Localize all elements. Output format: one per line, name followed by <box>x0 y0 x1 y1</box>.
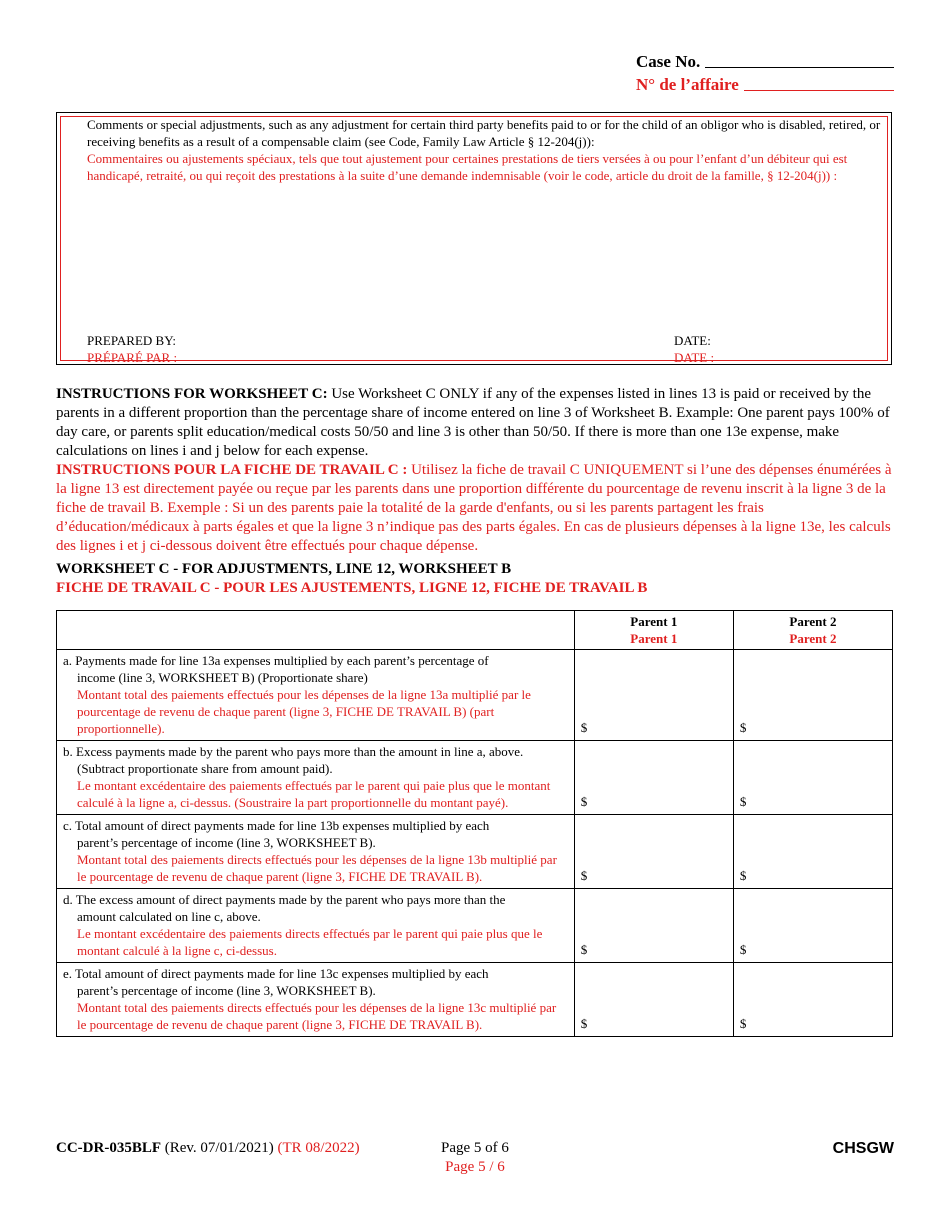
case-number-row-fr <box>636 73 894 96</box>
date-field <box>674 332 714 366</box>
table-row <box>57 741 893 815</box>
parent-1-label-fr: Parent 1 <box>630 631 678 646</box>
row-text-fr: Montant total des paiements directs effectués pour les dépenses de la ligne 13b multiplié par le pourcentage de revenu de chaque parent (ligne 3, FICHE DE TRAVAIL B). <box>77 852 557 884</box>
dollar-sign: $ <box>739 942 747 957</box>
header-blank <box>57 611 575 650</box>
row-d-description <box>57 889 575 963</box>
instructions-body-fr: Utilisez la fiche de travail C UNIQUEMENT si l’une des dépenses énumérées à la ligne 13 est directement payée ou reçue par les parents dans une proportion différente du pourcentage de revenu inscrit à la ligne 3 de la fiche de travail B. Exemple : Si un des parents paie la totalité de la garde d'enfants, ou si les parents partagent les frais d’éducation/médicaux à parts égales et que la ligne 3 n’indique pas des parts égales. En cas de plusieurs dépenses à la ligne 13e, les calculs des lignes i et j ci-dessous doivent être effectués pour chaque dépense. <box>56 462 892 554</box>
parent-2-label-fr: Parent 2 <box>789 631 837 646</box>
form-number: CC-DR-035BLF <box>56 1140 161 1156</box>
prepared-by <box>87 332 177 366</box>
comments-text-fr: Commentaires ou ajustements spéciaux, tels que tout ajustement pour certaines prestations de tiers versées à ou pour l’enfant d’un débiteur qui est handicapé, retraité, ou qui reçoit des prestations à la suite d’une demande indemnisable (voir le code, article du droit de la famille, § 12-204(j)) : <box>87 151 848 183</box>
table-row <box>57 963 893 1037</box>
worksheet-title <box>56 560 896 598</box>
row-e-parent-1-amount[interactable] <box>574 963 733 1037</box>
page-number <box>441 1139 509 1177</box>
dollar-sign: $ <box>739 868 747 883</box>
case-number-label-fr: N° de l’affaire <box>636 75 739 94</box>
row-c-description <box>57 815 575 889</box>
row-text-en-cont: parent’s percentage of income (line 3, WORKSHEET B). <box>77 835 376 850</box>
form-translation-date: (TR 08/2022) <box>273 1140 360 1156</box>
row-text-fr: Montant total des paiements directs effectués pour les dépenses de la ligne 13c multiplié par le pourcentage de revenu de chaque parent (ligne 3, FICHE DE TRAVAIL B). <box>77 1000 557 1032</box>
row-e-parent-2-amount[interactable] <box>733 963 892 1037</box>
form-id <box>56 1139 360 1158</box>
parent-1-label: Parent 1 <box>630 614 678 629</box>
instructions-body-en: Use Worksheet C ONLY if any of the expenses listed in lines 13 is paid or received by the parents in a different proportion than the percentage share of income entered on line 3 of Worksheet B. Example: One parent pays 100% of day care, or parents split education/medical costs 50/50 and line 3 is other than 50/50. If there is more than one 13e expense, make calculations on lines i and j below for each expense. <box>56 386 890 459</box>
row-b-parent-2-amount[interactable] <box>733 741 892 815</box>
row-d-parent-1-amount[interactable] <box>574 889 733 963</box>
row-text-en-cont: (Subtract proportionate share from amount paid). <box>77 761 333 776</box>
dollar-sign: $ <box>739 720 747 735</box>
table-row <box>57 650 893 741</box>
row-text-en-cont: income (line 3, WORKSHEET B) (Proportionate share) <box>77 670 368 685</box>
form-revision: (Rev. 07/01/2021) <box>161 1140 274 1156</box>
instructions <box>56 385 896 556</box>
row-text-en: a. Payments made for line 13a expenses multiplied by each parent’s percentage of <box>63 653 489 668</box>
row-text-en-cont: amount calculated on line c, above. <box>77 909 261 924</box>
row-a-parent-1-amount[interactable] <box>574 650 733 741</box>
row-text-en-cont: parent’s percentage of income (line 3, WORKSHEET B). <box>77 983 376 998</box>
header-parent-2 <box>733 611 892 650</box>
case-number-row <box>636 50 894 73</box>
page-number-fr: Page 5 / 6 <box>445 1159 505 1175</box>
table-row <box>57 815 893 889</box>
row-a-description <box>57 650 575 741</box>
row-a-parent-2-amount[interactable] <box>733 650 892 741</box>
instructions-heading-fr: INSTRUCTIONS POUR LA FICHE DE TRAVAIL C : <box>56 462 408 478</box>
comments-text-en: Comments or special adjustments, such as any adjustment for certain third party benefits paid to or for the child of an obligor who is disabled, retired, or receiving benefits as a result of a compensable claim (see Code, Family Law Article § 12-204(j)): <box>87 117 881 149</box>
row-text-en: d. The excess amount of direct payments made by the parent who pays more than the <box>63 892 506 907</box>
case-number-field-fr[interactable] <box>744 73 894 91</box>
prepared-by-label-fr: PRÉPARÉ PAR : <box>87 350 178 365</box>
dollar-sign: $ <box>580 1016 588 1031</box>
instructions-fr <box>56 461 896 556</box>
dollar-sign: $ <box>580 720 588 735</box>
row-text-fr: Le montant excédentaire des paiements effectués par le parent qui paie plus que le montant calculé à la ligne a, ci-dessus. (Soustraire la part proportionnelle du montant payé). <box>77 778 551 810</box>
row-text-fr: Montant total des paiements effectués pour les dépenses de la ligne 13a multiplié par le pourcentage de revenu de chaque parent (ligne 3, FICHE DE TRAVAIL B) (part proportionnelle). <box>77 687 531 736</box>
instructions-heading-en: INSTRUCTIONS FOR WORKSHEET C: <box>56 386 328 402</box>
comments-box <box>56 112 892 365</box>
row-c-parent-2-amount[interactable] <box>733 815 892 889</box>
worksheet-title-fr: FICHE DE TRAVAIL C - POUR LES AJUSTEMENTS, LIGNE 12, FICHE DE TRAVAIL B <box>56 580 648 596</box>
dollar-sign: $ <box>580 794 588 809</box>
row-text-fr: Le montant excédentaire des paiements directs effectués par le parent qui paie plus que le montant calculé à la ligne c, ci-dessus. <box>77 926 543 958</box>
prepared-by-label: PREPARED BY: <box>87 333 176 348</box>
table-row <box>57 889 893 963</box>
header-parent-1 <box>574 611 733 650</box>
worksheet-table <box>56 610 893 1037</box>
case-number-block <box>636 50 894 96</box>
worksheet-title-en: WORKSHEET C - FOR ADJUSTMENTS, LINE 12, WORKSHEET B <box>56 561 512 577</box>
footer <box>56 1139 894 1179</box>
case-number-label: Case No. <box>636 52 701 71</box>
dollar-sign: $ <box>739 1016 747 1031</box>
worksheet-header-row <box>57 611 893 650</box>
row-text-en: e. Total amount of direct payments made for line 13c expenses multiplied by each <box>63 966 489 981</box>
dollar-sign: $ <box>739 794 747 809</box>
row-b-description <box>57 741 575 815</box>
row-text-en: b. Excess payments made by the parent who pays more than the amount in line a, above. <box>63 744 524 759</box>
row-text-en: c. Total amount of direct payments made for line 13b expenses multiplied by each <box>63 818 490 833</box>
instructions-en <box>56 385 896 461</box>
date-label-fr: DATE : <box>674 350 715 365</box>
page-number-en: Page 5 of 6 <box>441 1140 509 1156</box>
parent-2-label: Parent 2 <box>789 614 837 629</box>
row-e-description <box>57 963 575 1037</box>
dollar-sign: $ <box>580 868 588 883</box>
comments-instructions <box>87 116 887 184</box>
date-label: DATE: <box>674 333 711 348</box>
row-b-parent-1-amount[interactable] <box>574 741 733 815</box>
row-c-parent-1-amount[interactable] <box>574 815 733 889</box>
case-number-field[interactable] <box>705 50 894 68</box>
row-d-parent-2-amount[interactable] <box>733 889 892 963</box>
form-code: CHSGW <box>832 1140 894 1157</box>
dollar-sign: $ <box>580 942 588 957</box>
